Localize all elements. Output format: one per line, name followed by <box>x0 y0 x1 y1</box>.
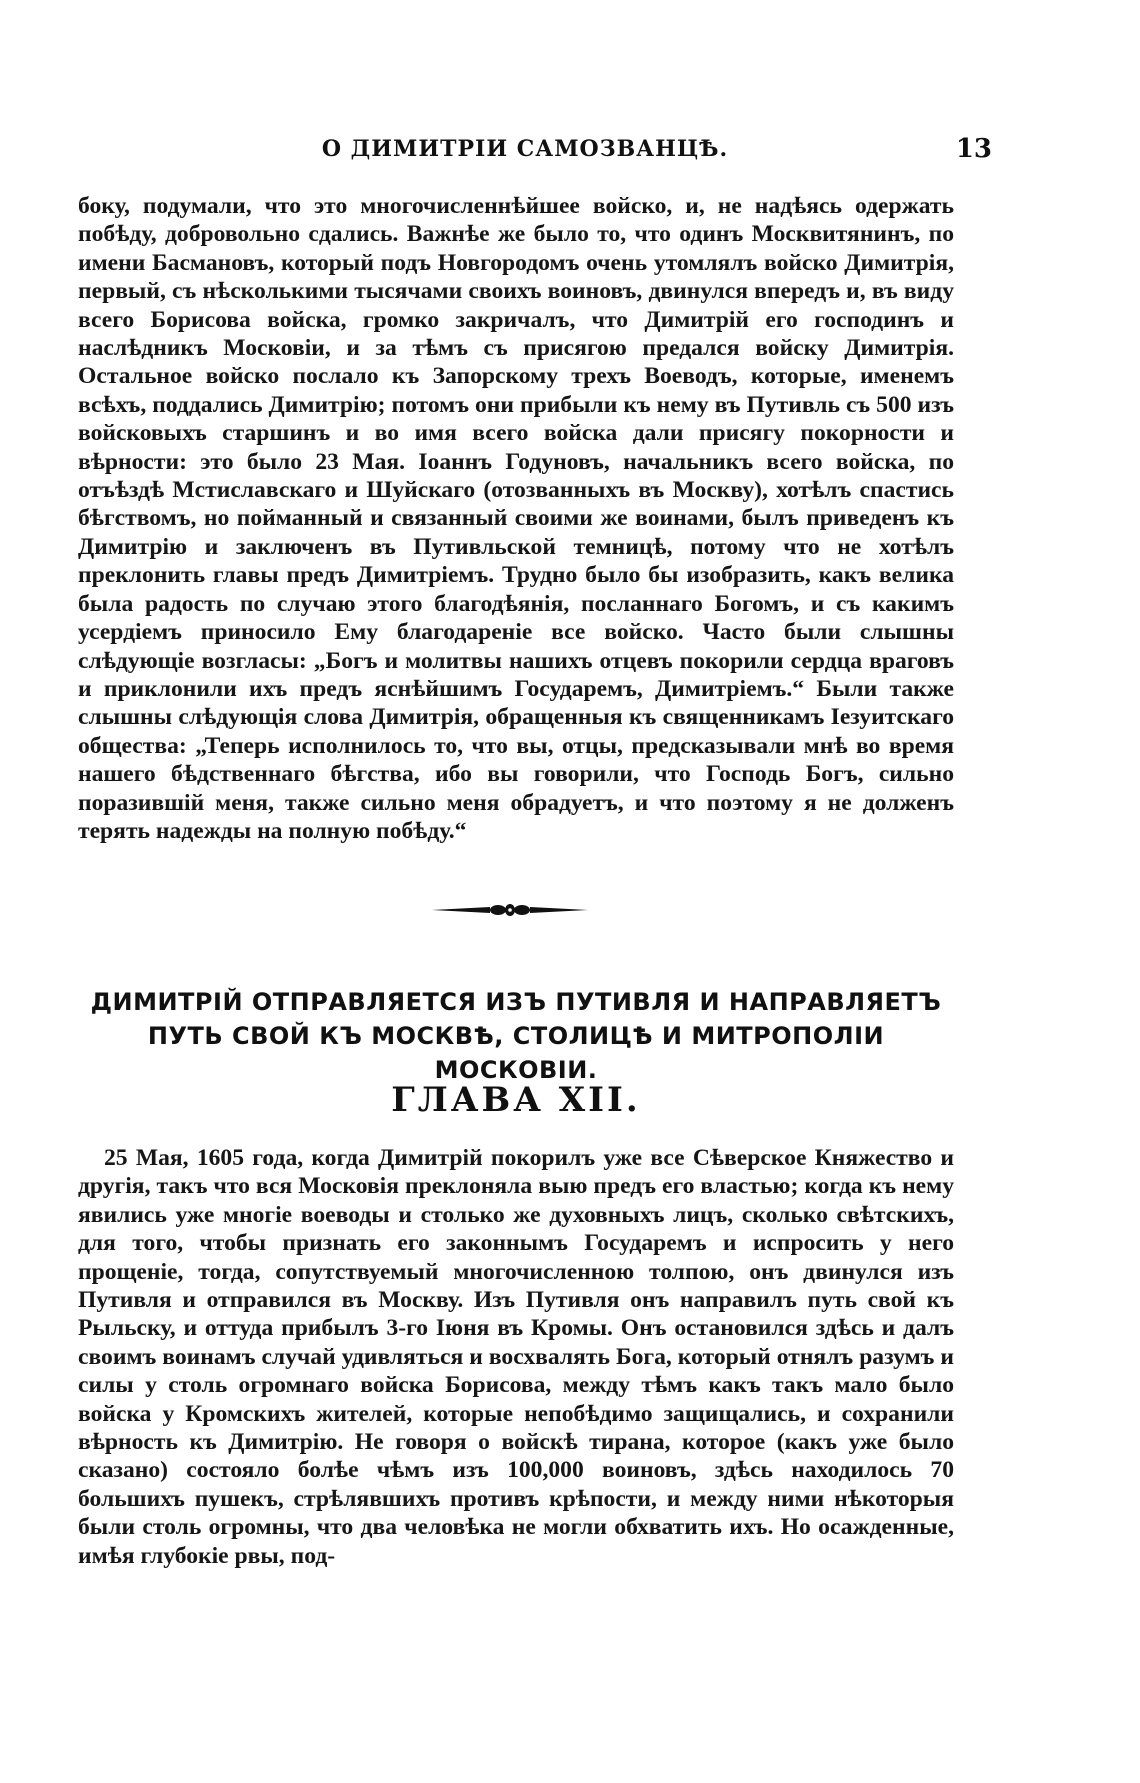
body-paragraph-1: боку, подумали, что это многочисленнѣйшее войско, и, не надѣясь одержать побѣду, добровольно сдались. Важнѣе же было то, что одинъ Москвитянинъ, по имени Басмановъ, который подъ Новгородомъ очень утомлялъ войско Димитрія, первый, съ нѣсколькими тысячами своихъ воиновъ, двинулся впередъ и, въ виду всего Борисова войска, громко закричалъ, что Димитрій его господинъ и наслѣдникъ Московіи, и за тѣмъ съ присягою предался войску Димитрія. Остальное войско послало къ Запорскому трехъ Воеводъ, которые, именемъ всѣхъ, поддались Димитрію; потомъ они прибыли къ нему въ Путивль съ 500 изъ войсковыхъ старшинъ и во имя всего войска дали присягу покорности и вѣрности: это было 23 Мая. Іоаннъ Годуновъ, начальникъ всего войска, по отъѣздѣ Мстиславскаго и Шуйскаго (отозванныхъ въ Москву), хотѣлъ спастись бѣгствомъ, но пойманный и связанный своими же воинами, былъ приведенъ къ Димитрію и заключенъ въ Путивльской темницѣ, потому что не хотѣлъ преклонить главы предъ Димитріемъ. Трудно было бы изобразить, какъ велика была радость по случаю этого благодѣянія, посланнаго Богомъ, и съ какимъ усердіемъ приносило Ему благодареніе все войско. Часто были слышны слѣдующіе возгласы: „Богъ и молитвы нашихъ отцевъ покорили сердца враговъ и приклонили ихъ предъ яснѣйшимъ Государемъ, Димитріемъ.“ Были также слышны слѣдующія слова Димитрія, обращенныя къ священникамъ Іезуитскаго общества: „Теперь исполнилось то, что вы, отцы, предсказывали мнѣ во время нашего бѣдственнаго бѣгства, ибо вы говорили, что Господь Богъ, сильно поразившій меня, также сильно меня обрадуетъ, и что поэтому я не долженъ терять надежды на полную побѣду.“ <box>78 193 954 844</box>
body-paragraph-2: 25 Мая, 1605 года, когда Димитрій покорилъ уже все Сѣверское Княжество и другія, такъ что вся Московія преклоняла выю предъ его властью; когда къ нему явились уже многіе воеводы и столько же духовныхъ лицъ, сколько свѣтскихъ, для того, чтобы признать его законнымъ Государемъ и испросить у него прощеніе, тогда, сопутствуемый многочисленною толпою, онъ двинулся изъ Путивля и отправился въ Москву. Изъ Путивля онъ направилъ путь свой къ Рыльску, и оттуда прибылъ 3-го Іюня въ Кромы. Онъ остановился здѣсь и далъ своимъ воинамъ случай удивляться и восхвалять Бога, который отнялъ разумъ и силы у столь огромнаго войска Борисова, между тѣмъ какъ такъ мало было войска у Кромскихъ жителей, которые непобѣдимо защищались, и сохранили вѣрность къ Димитрію. Не говоря о войскѣ тирана, которое (какъ уже было сказано) состояло болѣе чѣмъ изъ 100,000 воиновъ, здѣсь находилось 70 большихъ пушекъ, стрѣлявшихъ противъ крѣпости, и между ними нѣкоторыя были столь огромны, что два человѣка не могли обхватить ихъ. Но осажденные, имѣя глубокіе рвы, под- <box>78 1145 954 1569</box>
running-head <box>80 134 992 168</box>
chapter-subtitle: ДИМИТРІЙ ОТПРАВЛЯЕТСЯ ИЗЪ ПУТИВЛЯ И НАПРАВЛЯЕТЪ ПУТЬ СВОЙ КЪ МОСКВѢ, СТОЛИЦѢ И МИТРОПОЛІИ МОСКОВІИ. <box>90 988 942 1084</box>
running-title: О ДИМИТРІИ САМОЗВАНЦѢ. <box>321 136 729 162</box>
chapter-heading: ГЛАВА XII. <box>391 1080 641 1120</box>
ornamental-rule-icon <box>430 902 590 918</box>
ornament-svg <box>430 902 590 918</box>
page-number: 13 <box>955 134 992 164</box>
